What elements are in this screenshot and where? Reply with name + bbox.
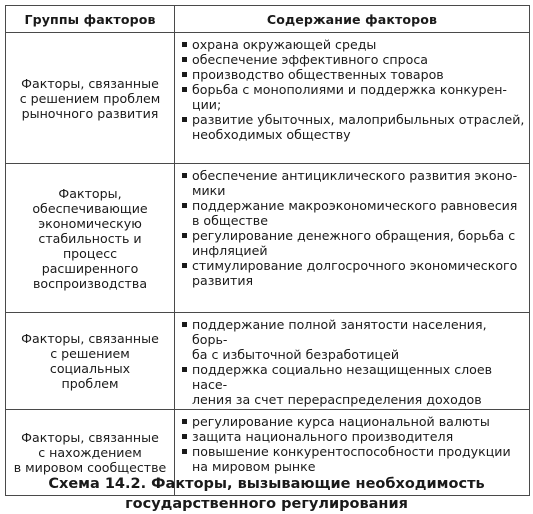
- bullet-icon: [182, 87, 187, 92]
- list-item-text: охрана окружающей среды: [192, 37, 377, 52]
- content-cell: [175, 164, 530, 313]
- list-item: [181, 429, 525, 444]
- factor-list: [181, 414, 525, 474]
- group-cell: Факторы, обеспечивающие экономическую стабильность и процесс расширенного воспроизводства: [6, 164, 175, 313]
- bullet-icon: [182, 434, 187, 439]
- header-groups: Группы факторов: [6, 6, 175, 33]
- list-item: [181, 37, 525, 52]
- factor-list: [181, 168, 525, 288]
- list-item-text: стимулирование долгосрочного экономического развития: [192, 258, 518, 288]
- table-row: [6, 33, 530, 164]
- list-item: [181, 228, 525, 258]
- list-item: [181, 168, 525, 198]
- factor-list: [181, 37, 525, 142]
- list-item: [181, 52, 525, 67]
- bullet-icon: [182, 263, 187, 268]
- list-item-text: поддержка социально незащищенных слоев насе- ления за счет перераспределения доходов: [192, 362, 493, 407]
- table-row: [6, 313, 530, 410]
- list-item: [181, 414, 525, 429]
- list-item-text: производство общественных товаров: [192, 67, 444, 82]
- bullet-icon: [182, 322, 187, 327]
- factor-list: [181, 317, 525, 407]
- list-item-text: борьба с монополиями и поддержка конкурен- ции;: [192, 82, 507, 112]
- bullet-icon: [182, 449, 187, 454]
- table-header-row: [6, 6, 530, 33]
- list-item: [181, 198, 525, 228]
- factors-table: [5, 5, 530, 496]
- content-cell: [175, 313, 530, 410]
- header-content: Содержание факторов: [175, 6, 530, 33]
- list-item: [181, 362, 525, 407]
- bullet-icon: [182, 42, 187, 47]
- group-cell: Факторы, связанные с нахождением в мировом сообществе: [6, 410, 175, 496]
- bullet-icon: [182, 173, 187, 178]
- list-item: [181, 258, 525, 288]
- list-item: [181, 67, 525, 82]
- list-item-text: развитие убыточных, малоприбыльных отраслей, необходимых обществу: [192, 112, 525, 142]
- group-cell: Факторы, связанные с решением социальных проблем: [6, 313, 175, 410]
- list-item: [181, 444, 525, 474]
- bullet-icon: [182, 72, 187, 77]
- list-item-text: поддержание макроэкономического равновесия в обществе: [192, 198, 518, 228]
- list-item: [181, 317, 525, 362]
- list-item-text: обеспечение антициклического развития эконо- мики: [192, 168, 518, 198]
- list-item: [181, 82, 525, 112]
- list-item-text: регулирование денежного обращения, борьба с инфляцией: [192, 228, 516, 258]
- bullet-icon: [182, 367, 187, 372]
- list-item-text: повышение конкурентоспособности продукции на мировом рынке: [192, 444, 511, 474]
- group-cell: Факторы, связанные с решением проблем рыночного развития: [6, 33, 175, 164]
- figure-caption: Схема 14.2. Факторы, вызывающие необходимость государственного регулирования: [48, 476, 485, 512]
- list-item-text: регулирование курса национальной валюты: [192, 414, 490, 429]
- list-item-text: защита национального производителя: [192, 429, 454, 444]
- table-row: [6, 164, 530, 313]
- bullet-icon: [182, 203, 187, 208]
- bullet-icon: [182, 233, 187, 238]
- bullet-icon: [182, 419, 187, 424]
- list-item-text: поддержание полной занятости населения, борь- ба с избыточной безработицей: [192, 317, 487, 362]
- bullet-icon: [182, 117, 187, 122]
- list-item-text: обеспечение эффективного спроса: [192, 52, 428, 67]
- content-cell: [175, 33, 530, 164]
- bullet-icon: [182, 57, 187, 62]
- list-item: [181, 112, 525, 142]
